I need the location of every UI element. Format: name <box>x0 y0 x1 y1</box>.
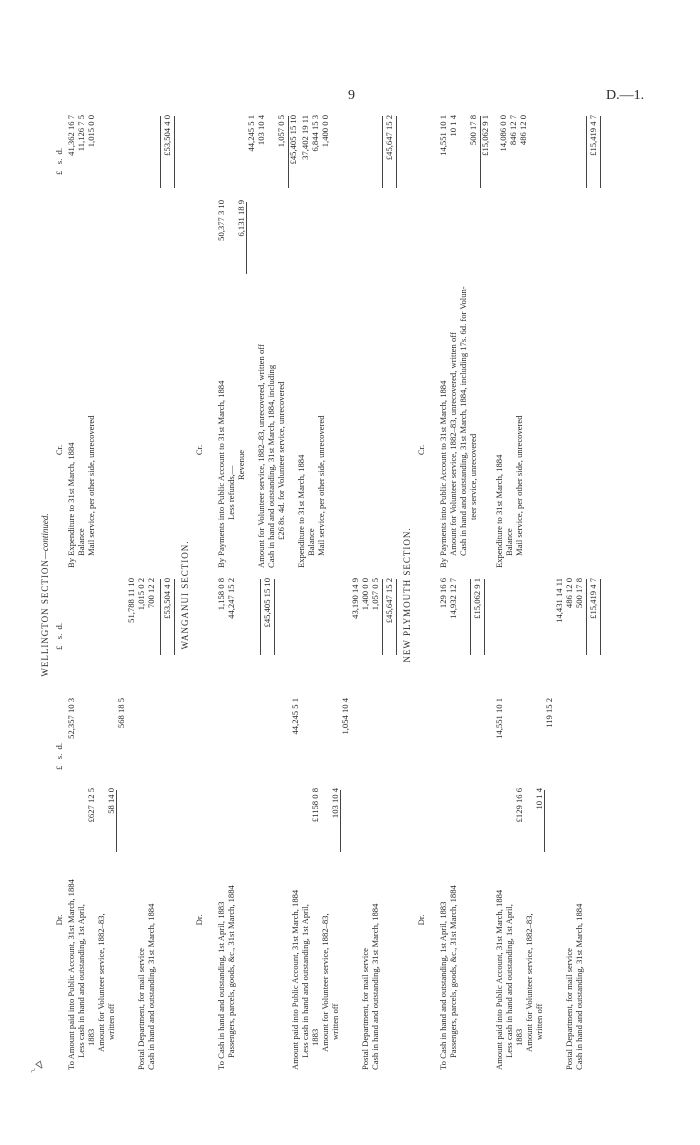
new-plymouth-dr-line: Passengers, parcels, goods, &c., 31st March, 1884 <box>448 885 458 1058</box>
wanganui-dr-line: 1883 <box>310 1028 320 1046</box>
new-plymouth-dr-line: To Cash in hand and outstanding, 1st April, 1883 <box>438 901 448 1070</box>
wellington-cr-amount: 1,015 0 0 <box>86 115 96 148</box>
new-plymouth-dr-line: 1883 <box>514 1028 524 1046</box>
wanganui-cr-line: £26 8s. 4d. for Volunteer service, unrecovered <box>276 381 286 540</box>
new-plymouth-cr-amount: 10 1 4 <box>448 115 458 137</box>
wanganui-dr-amount: 1,057 0 5 <box>370 578 380 611</box>
wanganui-cr-amount: 103 10 4 <box>256 115 266 146</box>
new-plymouth-dr-amount: 14,932 12 7 <box>448 578 458 619</box>
wellington-dr-label: Dr. <box>54 914 64 926</box>
wellington-dr-amount: 51,788 11 10 <box>126 578 136 623</box>
wanganui-dr-amount: 1,400 0 0 <box>360 578 370 611</box>
wellington-dr-line: written off <box>106 1003 116 1040</box>
wanganui-cr-label: Cr. <box>194 444 204 456</box>
wellington-cr-line: Mail service, per other side, unrecovered <box>86 415 96 556</box>
wanganui-cr-line: Balance <box>306 528 316 556</box>
wellington-dr-col-headings-2: £ s. d. <box>54 623 64 650</box>
new-plymouth-dr-line: Cash in hand and outstanding, 31st March, 1884 <box>574 903 584 1070</box>
wanganui-cr-amount: 44,245 5 1 <box>246 115 256 152</box>
new-plymouth-cr-amount: 846 12 7 <box>508 115 518 146</box>
wanganui-dr-line: written off <box>330 1003 340 1040</box>
wanganui-dr-line: Postal Department, for mail service <box>360 948 370 1070</box>
new-plymouth-cr-amount: 486 12 0 <box>518 115 528 146</box>
wanganui-dr-total: £45,647 15 2 <box>384 578 394 624</box>
wanganui-dr-amount: 44,245 5 1 <box>290 698 300 735</box>
new-plymouth-cr-amount: 500 17 8 <box>468 115 478 146</box>
new-plymouth-dr-line: Amount for Volunteer service, 1882–83, <box>524 913 534 1052</box>
new-plymouth-dr-amount: 14,551 10 1 <box>494 698 504 739</box>
wanganui-cr-amount: 6,131 18 9 <box>236 200 246 237</box>
new-plymouth-section-title: NEW PLYMOUTH SECTION. <box>402 527 412 663</box>
wanganui-cr-amount: 1,400 0 0 <box>320 115 330 148</box>
wanganui-cr-line: Less refunds,— <box>226 465 236 520</box>
wanganui-dr-amount: 1,054 10 4 <box>340 698 350 735</box>
wellington-dr-line: To Amount paid into Public Account, 31st March, 1884 <box>66 879 76 1070</box>
new-plymouth-dr-amount: 129 16 6 <box>438 578 448 609</box>
new-plymouth-dr-amount: 486 12 0 <box>564 578 574 609</box>
new-plymouth-cr-line: By Payments into Public Account to 31st March, 1884 <box>438 380 448 568</box>
wanganui-cr-line: Expenditure to 31st March, 1884 <box>296 454 306 568</box>
new-plymouth-cr-line: Mail service, per other side, unrecovered <box>514 415 524 556</box>
new-plymouth-dr-line: Amount paid into Public Account, 31st March, 1884 <box>494 889 504 1070</box>
new-plymouth-dr-amount: 10 1 4 <box>534 788 544 810</box>
new-plymouth-dr-line: Postal Department, for mail service <box>564 948 574 1070</box>
new-plymouth-cr-total: £15,419 4 7 <box>588 115 598 156</box>
page-number: 9 <box>348 88 355 103</box>
wanganui-dr-line: To Cash in hand and outstanding, 1st April, 1883 <box>216 901 226 1070</box>
new-plymouth-dr-amount: £129 16 6 <box>514 788 524 823</box>
new-plymouth-dr-amount: 14,431 14 11 <box>554 578 564 623</box>
new-plymouth-cr-line: Amount for Volunteer service, 1882–83, unrecovered, written off <box>448 332 458 556</box>
wellington-dr-line: Postal Department, for mail service <box>136 948 146 1070</box>
wanganui-dr-amount: 44,247 15 2 <box>226 578 236 619</box>
wanganui-cr-amount: 37,402 19 11 <box>300 115 310 160</box>
wanganui-cr-total: £45,647 15 2 <box>384 115 394 161</box>
wanganui-cr-line: Cash in hand and outstanding, 31st March, 1884, including <box>266 364 276 568</box>
wanganui-dr-line: Less cash in hand and outstanding, 1st April, <box>300 904 310 1058</box>
wanganui-cr-line: Amount for Volunteer service, 1882–83, unrecovered, written off <box>256 344 266 568</box>
wellington-dr-total: £53,504 4 0 <box>162 578 172 619</box>
wellington-cr-label: Cr. <box>54 444 64 456</box>
wanganui-section-title: WANGANUI SECTION. <box>180 540 190 650</box>
wellington-section-title: WELLINGTON SECTION—continued. <box>40 513 50 677</box>
wanganui-dr-line: Amount paid into Public Account, 31st March, 1884 <box>290 889 300 1070</box>
wellington-dr-amount: 58 14 0 <box>106 788 116 814</box>
wellington-cr-line: Balance <box>76 528 86 556</box>
wellington-dr-line: Cash in hand and outstanding, 31st March, 1884 <box>146 903 156 1070</box>
wellington-cr-total: £53,504 4 0 <box>162 115 172 156</box>
wanganui-cr-total: £45,405 15 10 <box>288 115 298 165</box>
new-plymouth-dr-total: £15,062 9 1 <box>472 578 482 619</box>
wanganui-cr-amount: 6,844 15 3 <box>310 115 320 152</box>
rotated-ledger-sheet <box>30 110 690 1080</box>
wellington-dr-line: Amount for Volunteer service, 1882–83, <box>96 913 106 1052</box>
wellington-dr-amount: £627 12 5 <box>86 788 96 823</box>
new-plymouth-dr-line: written off <box>534 1003 544 1040</box>
new-plymouth-cr-line: Expenditure to 31st March, 1884 <box>494 454 504 568</box>
new-plymouth-dr-line: Less cash in hand and outstanding, 1st April, <box>504 904 514 1058</box>
wellington-dr-col-headings: £ s. d. <box>54 743 64 770</box>
wanganui-dr-amount: 1,158 0 8 <box>216 578 226 611</box>
wellington-dr-amount: 700 12 2 <box>146 578 156 609</box>
wanganui-dr-amount: 103 10 4 <box>330 788 340 819</box>
wanganui-dr-line: Passengers, parcels, goods, &c., 31st March, 1884 <box>226 885 236 1058</box>
wellington-cr-line: By Expenditure to 31st March, 1884 <box>66 442 76 568</box>
new-plymouth-cr-line: teer service, unrecovered <box>468 433 478 520</box>
scan-mark: ~ ᐁ <box>28 1059 47 1078</box>
new-plymouth-dr-label: Dr. <box>416 914 426 926</box>
wanganui-cr-amount: 50,377 3 10 <box>216 200 226 241</box>
wanganui-dr-total: £45,405 15 10 <box>262 578 272 628</box>
new-plymouth-cr-total: £15,062 9 1 <box>480 115 490 156</box>
new-plymouth-dr-total: £15,419 4 7 <box>588 578 598 619</box>
wanganui-dr-line: Cash in hand and outstanding, 31st March, 1884 <box>370 903 380 1070</box>
wellington-dr-amount: 1,015 0 2 <box>136 578 146 611</box>
wellington-cr-amount: 41,362 16 7 <box>66 115 76 156</box>
wellington-dr-line: 1883 <box>86 1028 96 1046</box>
wellington-dr-line: Less cash in hand and outstanding, 1st April, <box>76 904 86 1058</box>
wanganui-dr-line: Amount for Volunteer service, 1882–83, <box>320 913 330 1052</box>
new-plymouth-dr-amount: 500 17 8 <box>574 578 584 609</box>
new-plymouth-dr-amount: 119 15 2 <box>544 698 554 728</box>
wanganui-dr-amount: 43,190 14 9 <box>350 578 360 619</box>
wellington-cr-amount: 11,126 7 5 <box>76 115 86 152</box>
wanganui-dr-amount: £1158 0 8 <box>310 788 320 823</box>
new-plymouth-cr-amount: 14,551 10 1 <box>438 115 448 156</box>
new-plymouth-cr-amount: 14,086 0 0 <box>498 115 508 152</box>
wellington-dr-amount: 52,357 10 3 <box>66 698 76 739</box>
new-plymouth-cr-label: Cr. <box>416 444 426 456</box>
wanganui-cr-line: By Payments into Public Account to 31st March, 1884 <box>216 380 226 568</box>
document-id: D.—1. <box>606 88 645 103</box>
new-plymouth-cr-line: Balance <box>504 528 514 556</box>
wellington-cr-col-headings: £ s. d. <box>54 148 64 175</box>
wellington-dr-amount: 568 18 5 <box>116 698 126 729</box>
wanganui-cr-line: Mail service, per other side, unrecovered <box>316 415 326 556</box>
new-plymouth-cr-line: Cash in hand and outstanding, 31st March, 1884, including 17s. 6d. for Volun- <box>458 286 468 556</box>
wanganui-cr-line: Revenue <box>236 449 246 480</box>
wanganui-dr-label: Dr. <box>194 914 204 926</box>
wanganui-cr-amount: 1,057 0 5 <box>276 115 286 148</box>
